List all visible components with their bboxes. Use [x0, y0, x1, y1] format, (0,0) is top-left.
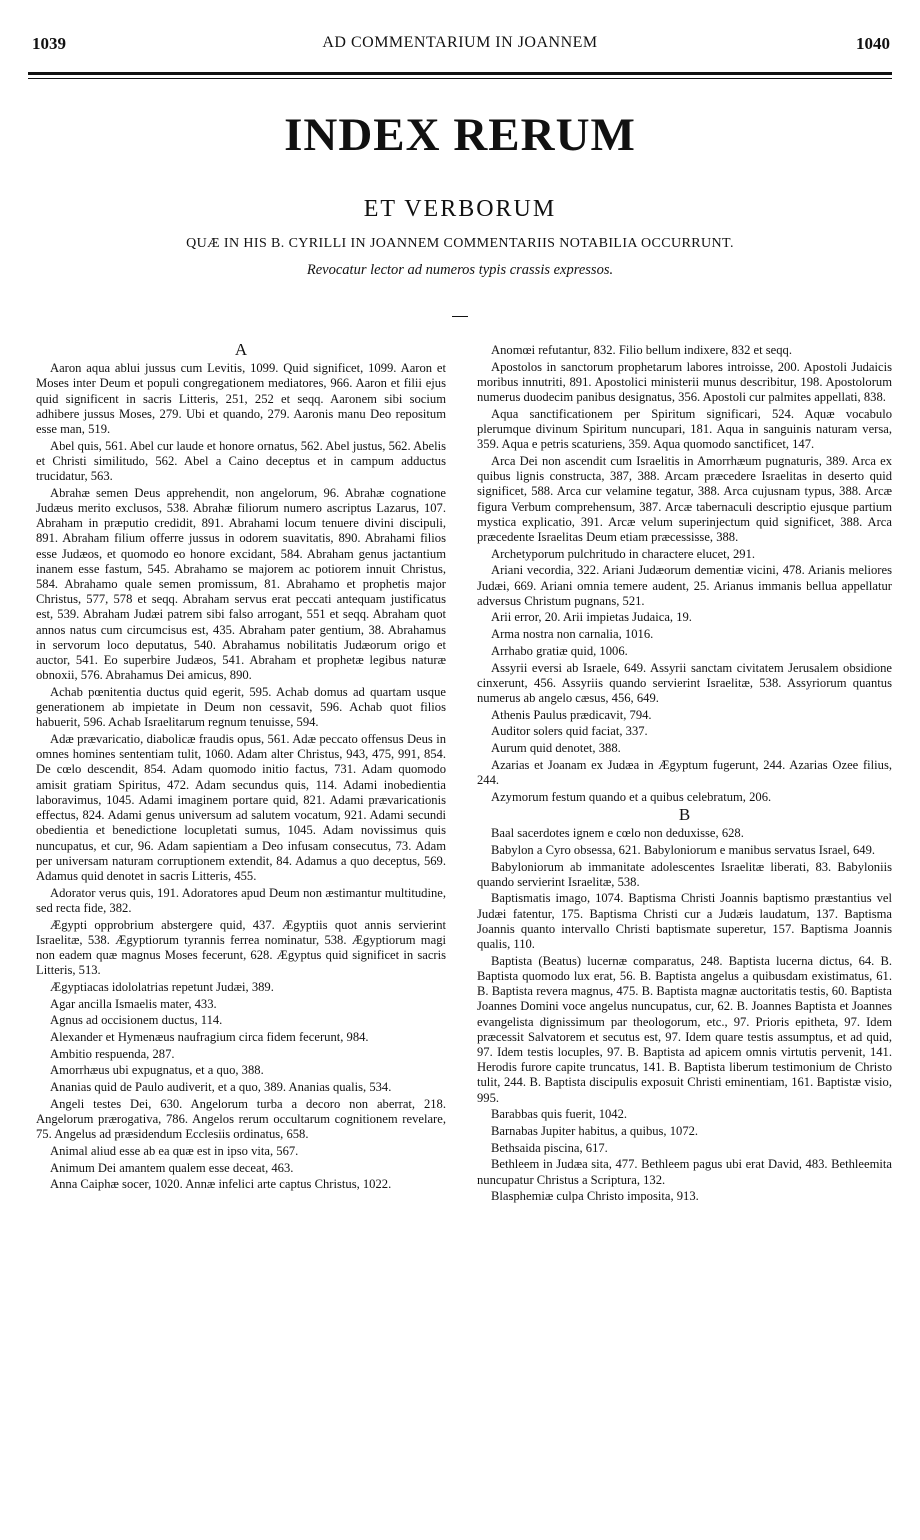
index-entry: Achab pœnitentia ductus quid egerit, 595. Achab domus ad quartam usque generationem ab impietate in Deum non cessavit, 596. Achab quot filios habuerit, 596. Achab Israelitarum regnum tenuisse, 594.	[36, 684, 446, 730]
index-entry: Arca Dei non ascendit cum Israelitis in Amorrhæum pugnaturis, 389. Arca ex quibus lignis constructa, 387, 388. Arcam præcedere Israelitas in deserto quid significet, 588. Arca cur velamine tegatur, 388. Arca cujusnam typus, 388. Arcæ figura Verbum comprehensum, 387. Arcæ tabernaculi descriptio ejusque partium mystica explicatio, 391. Arcæ velum superinjectum quid significet, 388. Arca præcedente Israelitas Deum etiam præcessisse, 388.	[477, 453, 892, 544]
index-entry: Ægyptiacas idololatrias repetunt Judæi, 389.	[50, 979, 274, 994]
index-entry: Apostolos in sanctorum prophetarum labores introisse, 200. Apostoli Judaicis moribus innutriti, 891. Apostolici ministerii munus describitur, 198. Apostolorum numerus duodecim panibus designatus, 356. Apostoli cur palmites appellati, 838.	[477, 359, 892, 405]
index-entry: Angeli testes Dei, 630. Angelorum turba a decoro non aberrat, 218. Angelorum prærogativa, 786. Angelos rerum occultarum cognitionem revelare, 75. Angelus ad præsidendum Ecclesiis ordinatus, 658.	[36, 1096, 446, 1142]
left-column	[36, 340, 446, 1194]
right-entries-a	[477, 343, 892, 805]
section-letter-a: A	[234, 340, 248, 359]
index-entry: Azymorum festum quando et a quibus celebratum, 206.	[491, 789, 772, 804]
left-entries	[36, 361, 446, 1192]
index-entry: Arma nostra non carnalia, 1016.	[491, 627, 654, 642]
index-entry: Adorator verus quis, 191. Adoratores apud Deum non æstimantur multitudine, sed recta fide, 382.	[36, 885, 446, 915]
header-rule-thick	[28, 72, 892, 75]
index-entry: Baptista (Beatus) lucernæ comparatus, 248. Baptista lucerna dictus, 64. B. Baptista quomodo lux erat, 56. B. Baptista angelus a quibusdam existimatus, 61. B. Baptista revera magnus, 475. B. Baptista magnæ auctoritatis testis, 60. Baptista Joannes Domini voce angelus nuncupatus, cur, 62. B. Joannes Baptista et Joannes evangelista dignissimum par theologorum, etc., 97. Prioris epitheta, 97. Idem præcessit Salvatorem et secutus est, 97. Idem quare testis assumptus, et ad quid, 97. Idem testis locuples, 97. B. Baptista ad apicem omnis virtutis pervenit, 141. Herodis furore capite truncatus, 141. B. Baptista liberum testimonium de Christo tulit, 244. B. Baptista discipulis exposuit Christi eminentiam, 161. Baptistæ visio, 995.	[477, 953, 892, 1105]
index-entry: Adæ prævaricatio, diabolicæ fraudis opus, 561. Adæ peccato offensus Deus in omnes homines sententiam tulit, 1060. Adam alter Christus, 943, 475, 991, 854. De cœlo descendit, 854. Adam quomodo initio factus, 731. Adam quomodo amisit gratiam Spiritus, 472. Adam secundus quis, 114. Adami inobedientia laboravimus, 1045. Adami imaginem portare quid, 821. Adami prævaricationis effectus, 824. Adami genus universum ad salutem vocatum, 921. Adami secundi obedientia et benedictione locupletati sumus, 1045. Adam novissimus quis nuncupatus, et cur, 96. Adam sapientiam a Deo infusam consecutus, 73. Adam per universam naturam corruptionem extendit, 84. Adamus a quo deceptus, 569. Adamus quid denotet in sacris Litteris, 455.	[36, 732, 446, 883]
index-entry: Animum Dei amantem qualem esse deceat, 463.	[50, 1160, 294, 1175]
index-entry: Bethsaida piscina, 617.	[491, 1140, 608, 1155]
index-entry: Auditor solers quid faciat, 337.	[491, 724, 648, 739]
index-entry: Baptismatis imago, 1074. Baptisma Christi Joannis baptismo præstantius vel Judæi fatentur, 175. Baptisma Christi cur a Judæis laudatum, 137. Baptisma Joannis quanto intervallo Christi baptismate superetur, 157. Baptisma Joannis qualis, 110.	[477, 891, 892, 952]
index-title: INDEX RERUM	[284, 109, 636, 161]
index-entry: Bethleem in Judæa sita, 477. Bethleem pagus ubi erat David, 483. Bethleemita nuncupatur Christus a Scriptura, 132.	[477, 1157, 892, 1187]
index-entry: Barabbas quis fuerit, 1042.	[491, 1107, 628, 1122]
right-entries-b	[477, 826, 892, 1204]
page-number-right: 1040	[856, 34, 890, 53]
index-entry: Barnabas Jupiter habitus, a quibus, 1072.	[491, 1123, 699, 1138]
index-entry: Aqua sanctificationem per Spiritum significari, 524. Aquæ vocabulo plerumque divinum Spiritum nuncupari, 181. Aqua in sanguinis naturam versa, 359. Aqua e petris scaturiens, 359. Aqua quomodo sanctificet, 147.	[477, 406, 892, 452]
index-entry: Abrahæ semen Deus apprehendit, non angelorum, 96. Abrahæ cognatione Judæus merito exclusos, 538. Abrahæ filiorum numero ascriptus Lazarus, 107. Abraham in præputio credidit, 891. Abrahami locum tenuere divini discipuli, 891. Abraham filium offerre jussus in odorem suavitatis, 890. Abrahami filios esse Judæos, et quomodo eo honore excidant, 584. Abraham genus jactantium inanem esse fastum, 545. Abrahamo se majorem ac potiorem innuit Christus, 584. Abrahamo quale semen promissum, 81. Abrahamo et prophetis major Christus, 577, 578 et seqq. Abraham servus erat peccati antequam justificatus est, 539. Abraham Judæi patrem sibi falso arrogant, 551 et seqq. Abraham quot annos natus cum circumcisus est, 435. Abraham pater gentium, 38. Abrahamus in servorum loco deputatus, 540. Abrahamus nobilitatis Judæorum origo et auctor, 541. Eo superbire Judæos, 541. Abraham et prophetæ legibus naturæ obnoxii, 576. Abrahamus Dei amicus, 890.	[36, 485, 446, 683]
index-entry: Ananias quid de Paulo audiverit, et a quo, 389. Ananias qualis, 534.	[50, 1080, 392, 1095]
index-entry: Azarias et Joanam ex Judæa in Ægyptum fugerunt, 244. Azarias Ozee filius, 244.	[477, 757, 892, 787]
index-entry: Assyrii eversi ab Israele, 649. Assyrii sanctam civitatem Jerusalem obsidione cinxerunt, 456. Assyriis quando servierint Israelitæ, 538. Assyriorum quantus numerus ab angelo cæsus, 456, 649.	[477, 660, 892, 705]
reader-note: Revocatur lector ad numeros typis crassis expressos.	[306, 262, 614, 278]
index-entry: Arrhabo gratiæ quid, 1006.	[491, 643, 628, 658]
index-entry: Athenis Paulus prædicavit, 794.	[491, 707, 652, 722]
section-letter-b: B	[678, 804, 691, 824]
index-entry: Aurum quid denotet, 388.	[491, 741, 621, 756]
index-entry: Blasphemiæ culpa Christo imposita, 913.	[491, 1189, 699, 1204]
index-entry: Anna Caiphæ socer, 1020. Annæ infelici arte captus Christus, 1022.	[50, 1177, 392, 1192]
right-column	[477, 343, 892, 1206]
index-entry: Ariani vecordia, 322. Ariani Judæorum dementiæ vicini, 478. Arianis meliores Judæi, 669. Ariani omnia temere audent, 25. Arianus immanis bellua appellatur adversus Christum pugnans, 521.	[477, 563, 892, 608]
index-entry: Agnus ad occisionem ductus, 114.	[50, 1013, 223, 1028]
running-title: AD COMMENTARIUM IN JOANNEM	[322, 34, 598, 51]
index-entry: Ægypti opprobrium abstergere quid, 437. Ægyptiis quot annis servierint Israelitæ, 538. Ægyptiorum tyrannis ferrea nominatur, 538. Ægyptiorum magi non eadem quæ magnus Moses fecerunt, 628. Ægyptus quid significet in sacris Litteris, 513.	[36, 917, 446, 978]
index-description: QUÆ IN HIS B. CYRILLI IN JOANNEM COMMENTARIIS NOTABILIA OCCURRUNT.	[186, 236, 734, 251]
running-header	[0, 34, 920, 58]
index-entry: Abel quis, 561. Abel cur laude et honore ornatus, 562. Abel justus, 562. Abelis et Christi similitudo, 562. Abel a Caino deceptus et in campum adductus trucidatur, 563.	[36, 438, 446, 484]
index-entry: Aaron aqua ablui jussus cum Levitis, 1099. Quid significet, 1099. Aaron et Moses inter Deum et populi congregationem mediatores, 966. Aaron et filii ejus quid significent in sacris Litteris, 251, 252 et seqq. Aaronem sibi socium adhibere jussus Moses, 279. Ubi et quando, 279. Aaronis manu Deo repositum esse man, 519.	[36, 361, 446, 437]
index-entry: Arii error, 20. Arii impietas Judaica, 19.	[491, 610, 692, 625]
index-entry: Baal sacerdotes ignem e cœlo non deduxisse, 628.	[491, 826, 744, 841]
separator-dash	[452, 316, 468, 317]
index-entry: Archetyporum pulchritudo in charactere elucet, 291.	[491, 546, 756, 561]
index-entry: Amorrhæus ubi expugnatus, et a quo, 388.	[50, 1063, 264, 1078]
index-subtitle: ET VERBORUM	[363, 196, 557, 222]
index-entry: Anomœi refutantur, 832. Filio bellum indixere, 832 et seqq.	[491, 343, 792, 357]
index-entry: Agar ancilla Ismaelis mater, 433.	[50, 996, 217, 1011]
index-entry: Babyloniorum ab immanitate adolescentes Israelitæ liberati, 83. Babyloniis quando servierint Israelitæ, 538.	[477, 859, 892, 889]
page-number-left: 1039	[32, 34, 66, 53]
index-entry: Alexander et Hymenæus naufragium circa fidem fecerunt, 984.	[50, 1029, 369, 1044]
index-entry: Ambitio respuenda, 287.	[50, 1046, 175, 1061]
index-entry: Babylon a Cyro obsessa, 621. Babyloniorum e manibus servatus Israel, 649.	[491, 842, 876, 857]
header-rule-thin	[28, 78, 892, 79]
index-entry: Animal aliud esse ab ea quæ est in ipso vita, 567.	[50, 1143, 299, 1158]
